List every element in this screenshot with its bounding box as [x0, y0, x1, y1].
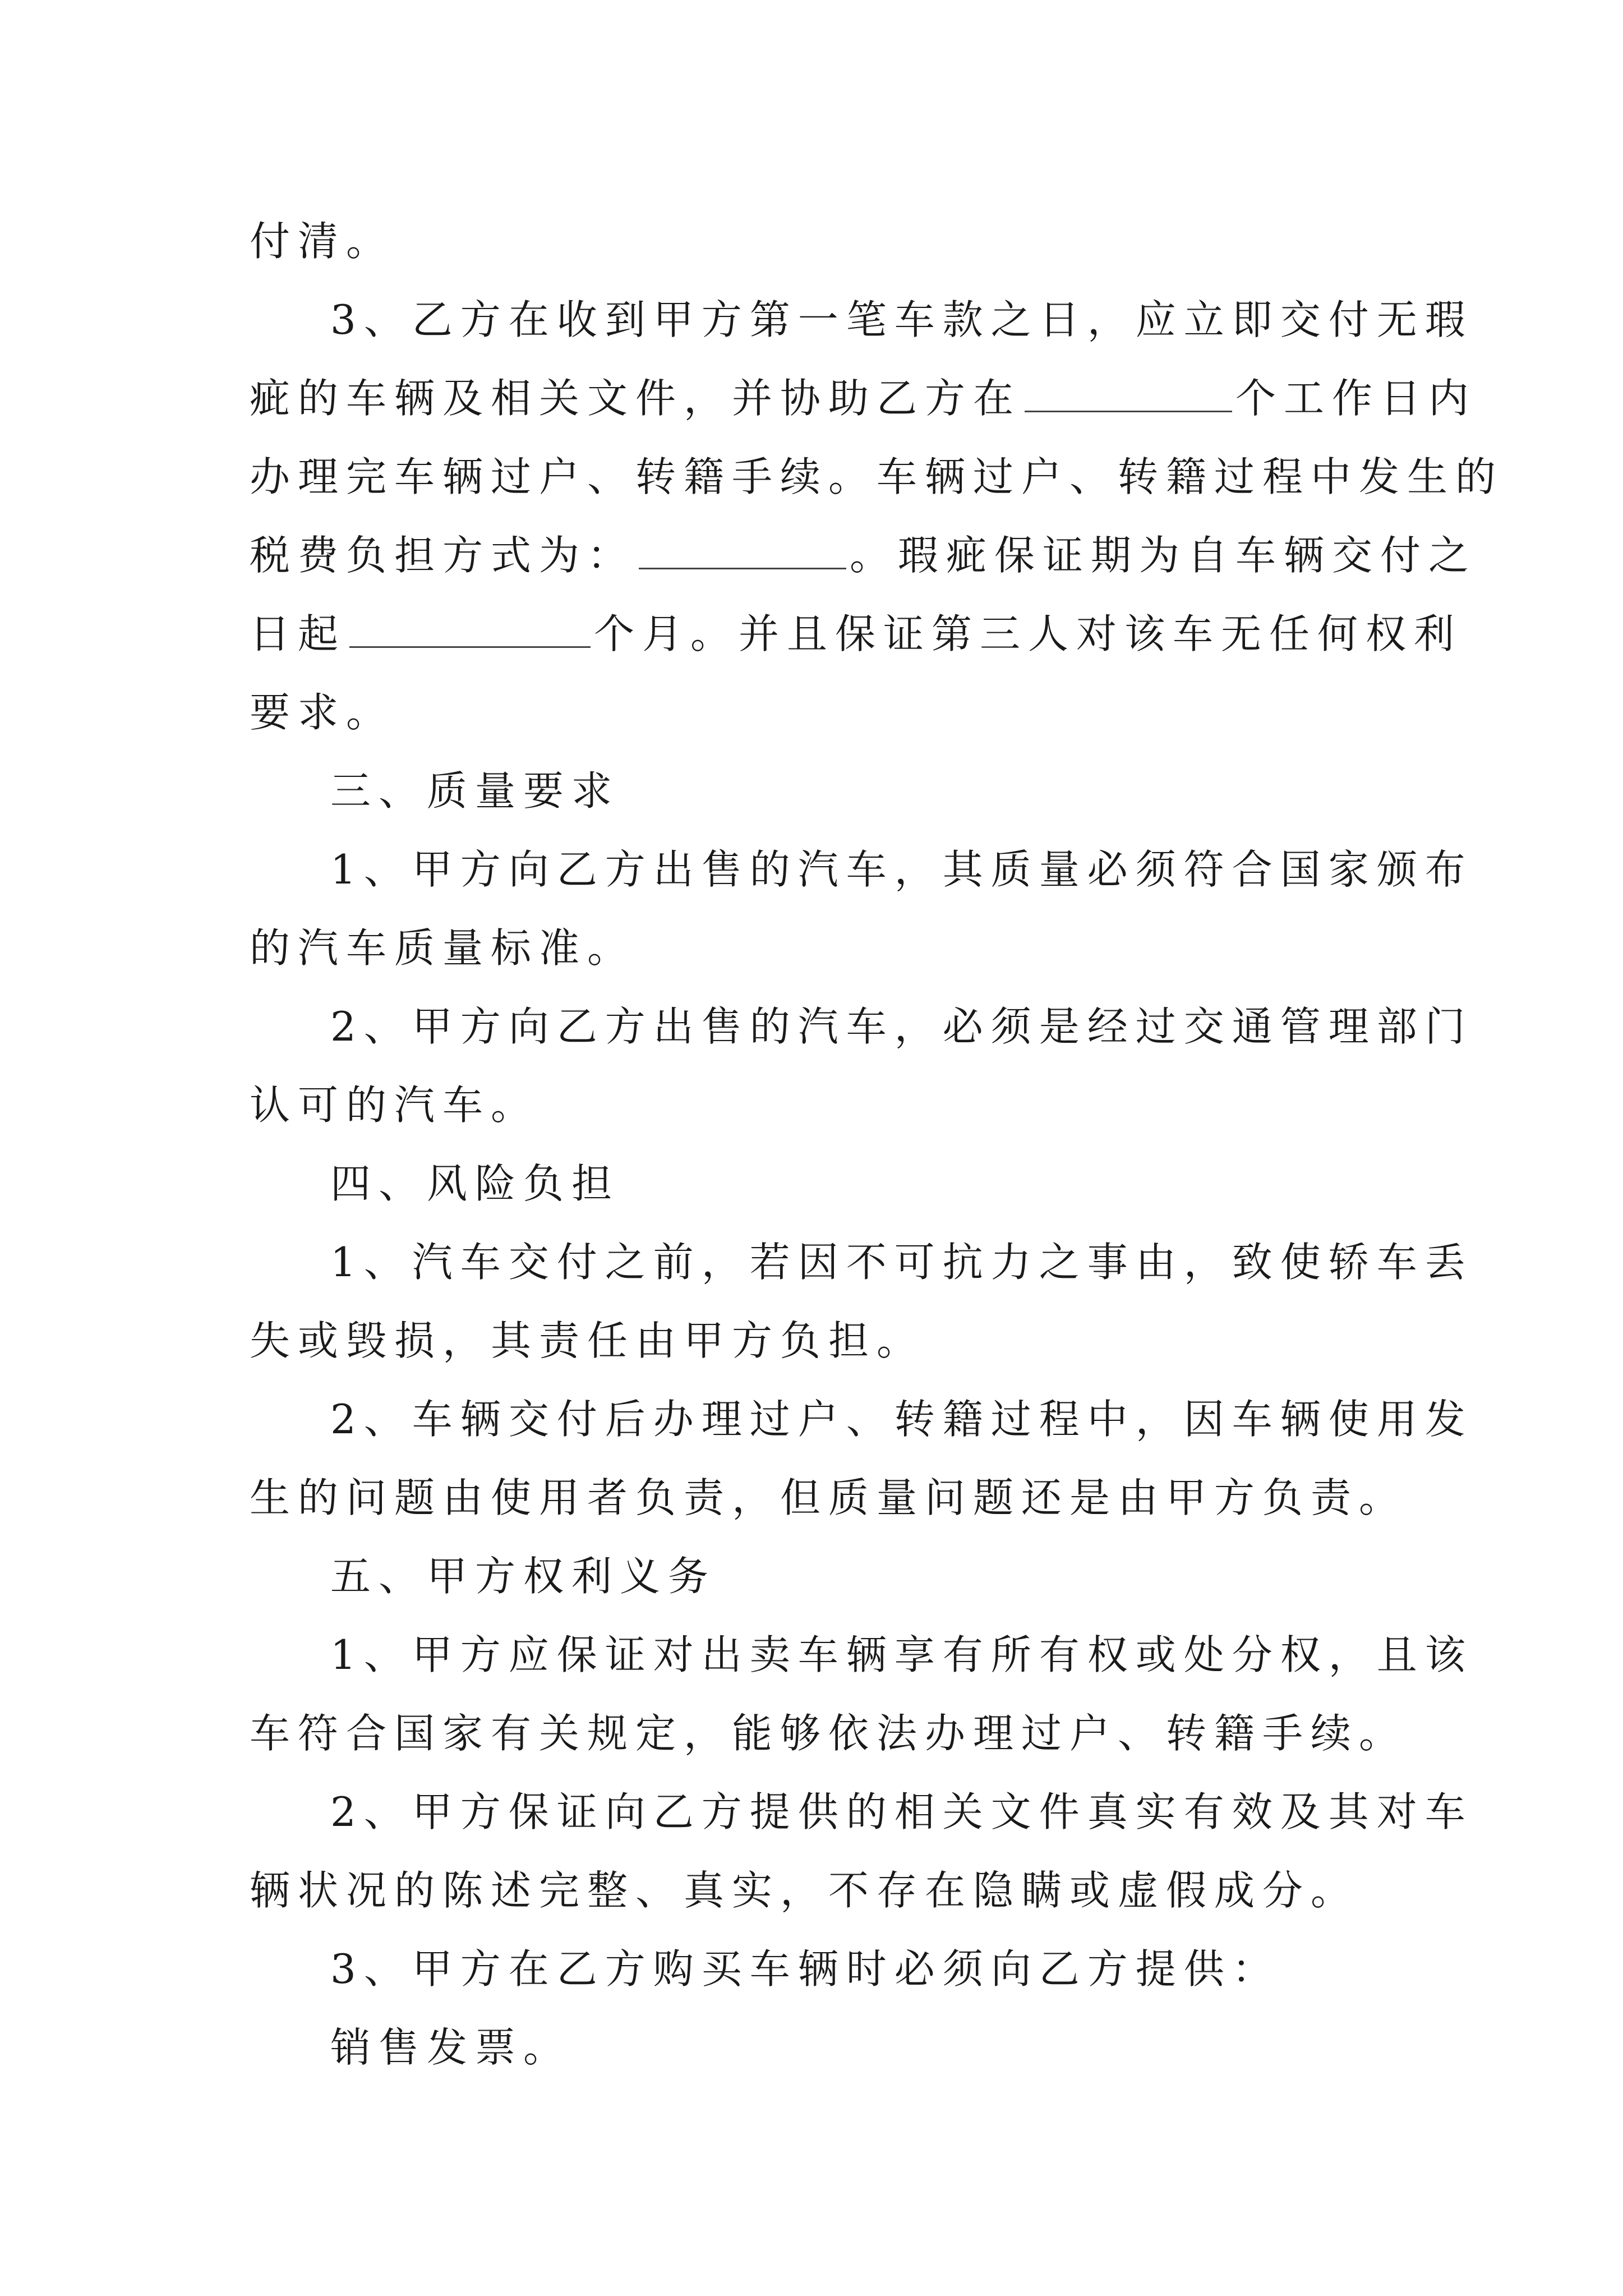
text-segment: 税费负担方式为：: [250, 532, 636, 579]
section-heading-quality: [250, 752, 1388, 830]
text-line: [250, 595, 1463, 673]
paragraph-continuation: [250, 202, 1388, 280]
paragraph-quality-2: [250, 987, 1473, 1144]
text-line: 认可的汽车。: [250, 1082, 540, 1129]
heading-text: 五、甲方权利义务: [330, 1553, 717, 1600]
text-line: 失或毁损，其责任由甲方负担。: [250, 1317, 925, 1364]
paragraph-party-a-1: [250, 1616, 1473, 1773]
text-line: [250, 516, 1477, 595]
paragraph-risk-1: [250, 1223, 1473, 1380]
paragraph-party-a-4: [250, 2008, 1388, 2087]
paragraph-party-a-2: [250, 1773, 1473, 1930]
fill-in-blank-tax-method[interactable]: [639, 534, 846, 569]
text-line: 1、甲方应保证对出卖车辆享有所有权或处分权，且该: [330, 1631, 1473, 1678]
heading-text: 四、风险负担: [330, 1160, 620, 1207]
text-line: 3、甲方在乙方购买车辆时必须向乙方提供：: [330, 1945, 1280, 1993]
text-line: 车符合国家有关规定，能够依法办理过户、转籍手续。: [250, 1710, 1408, 1757]
text-line: 的汽车质量标准。: [250, 924, 636, 972]
section-heading-party-a: [250, 1537, 1388, 1616]
section-heading-risk: [250, 1144, 1388, 1223]
text-segment: 。瑕疵保证期为自车辆交付之: [850, 532, 1477, 579]
paragraph-quality-1: [250, 830, 1473, 987]
text-segment: 疵的车辆及相关文件，并协助乙方在: [250, 375, 1022, 422]
text-line: 辆状况的陈述完整、真实，不存在隐瞒或虚假成分。: [250, 1867, 1359, 1914]
fill-in-blank-workdays[interactable]: [1025, 377, 1232, 412]
text-segment: 个月。并且保证第三人对该车无任何权利: [594, 610, 1463, 657]
text-line: 2、甲方保证向乙方提供的相关文件真实有效及其对车: [330, 1788, 1473, 1835]
paragraph-risk-2: [250, 1380, 1473, 1537]
text-segment: 日起: [250, 610, 347, 657]
text-line: 2、甲方向乙方出售的汽车，必须是经过交通管理部门: [330, 1003, 1473, 1050]
contract-text: [250, 202, 1504, 2087]
text-line: 2、车辆交付后办理过户、转籍过程中，因车辆使用发: [330, 1396, 1473, 1443]
paragraph-delivery-terms: [250, 280, 1504, 752]
text-line: 付清。: [250, 218, 395, 265]
text-line: 3、乙方在收到甲方第一笔车款之日，应立即交付无瑕: [330, 296, 1473, 343]
paragraph-party-a-3: [250, 1930, 1388, 2008]
text-line: [250, 359, 1477, 438]
text-line: 要求。: [250, 689, 395, 736]
text-line: 1、汽车交付之前，若因不可抗力之事由，致使轿车丢: [330, 1239, 1473, 1286]
text-segment: 个工作日内: [1235, 375, 1477, 422]
text-line: 1、甲方向乙方出售的汽车，其质量必须符合国家颁布: [330, 846, 1473, 893]
text-line: 办理完车辆过户、转籍手续。车辆过户、转籍过程中发生的: [250, 453, 1504, 500]
text-line: 销售发票。: [330, 2024, 572, 2071]
heading-text: 三、质量要求: [330, 767, 620, 815]
text-line: 生的问题由使用者负责，但质量问题还是由甲方负责。: [250, 1474, 1408, 1521]
fill-in-blank-months[interactable]: [349, 613, 591, 648]
